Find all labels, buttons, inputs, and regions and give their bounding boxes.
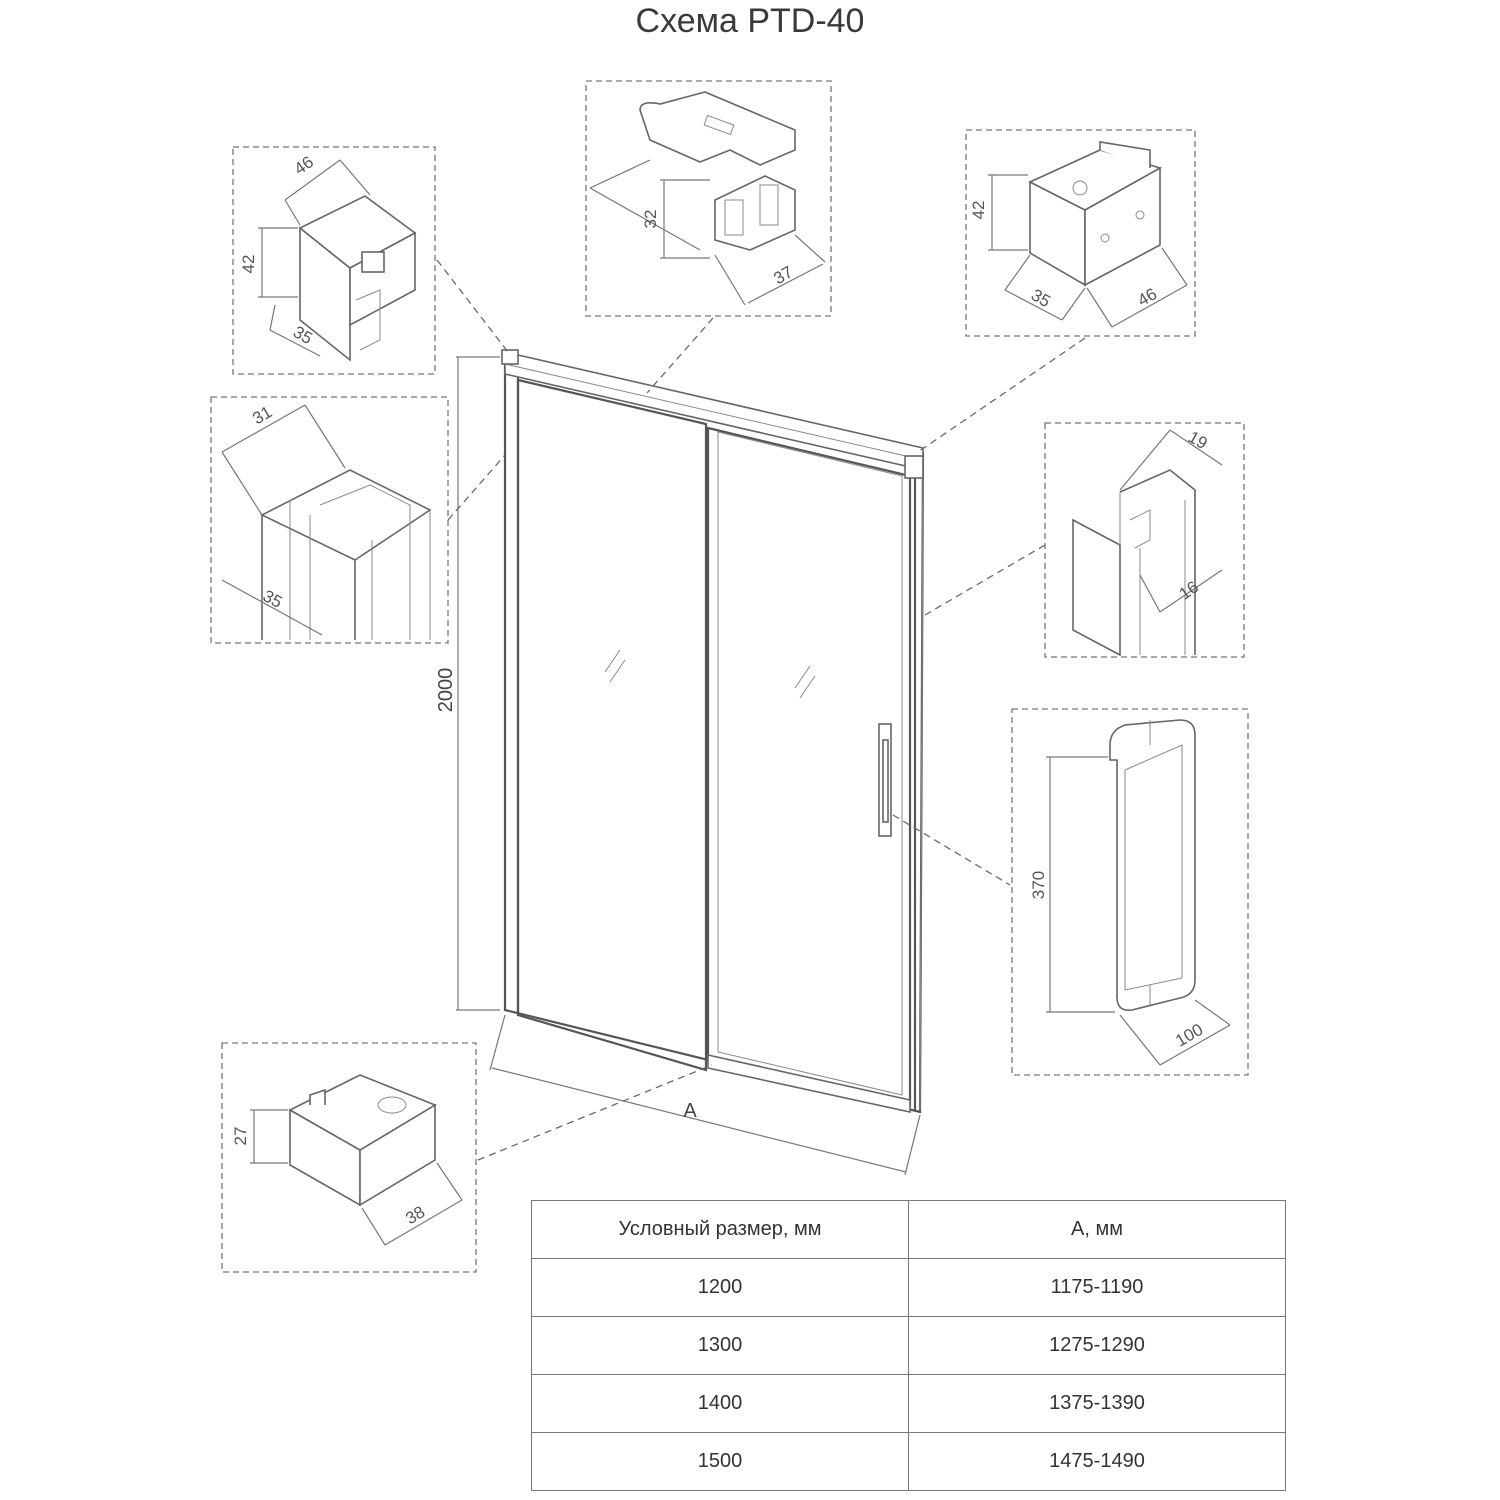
table-cell: 1475-1490 <box>909 1433 1286 1491</box>
detail-top-left-corner <box>233 147 435 374</box>
table-row <box>532 1375 1286 1433</box>
top-rail-dim-b: 37 <box>770 262 797 289</box>
height-label: 2000 <box>435 667 457 713</box>
page-title: Схема PTD-40 <box>635 2 865 40</box>
detail-bottom-bracket <box>222 1043 476 1272</box>
bracket-dim-b: 38 <box>402 1202 429 1229</box>
height-dimension <box>435 357 500 1010</box>
detail-top-right-corner <box>966 130 1195 336</box>
table-cell: 1175-1190 <box>909 1259 1286 1317</box>
top-right-dim-b: 35 <box>1027 285 1054 312</box>
right-profile-dim-b: 16 <box>1175 577 1203 604</box>
top-left-dim-c: 35 <box>289 322 316 349</box>
table-cell: 1300 <box>532 1317 909 1375</box>
table-row <box>532 1259 1286 1317</box>
table-header-size: Условный размер, мм <box>532 1201 909 1259</box>
top-right-dim-a: 42 <box>969 200 988 220</box>
handle-dim-a: 370 <box>1029 870 1048 900</box>
top-right-dim-c: 46 <box>1134 284 1161 311</box>
table-row <box>532 1317 1286 1375</box>
left-profile-dim-a: 31 <box>249 402 276 429</box>
detail-left-wall-profile <box>211 397 448 643</box>
table-header-a: А, мм <box>909 1201 1286 1259</box>
shower-door <box>502 350 923 1112</box>
left-profile-dim-b: 35 <box>259 586 286 612</box>
detail-handle <box>1012 709 1248 1075</box>
table-cell: 1375-1390 <box>909 1375 1286 1433</box>
bracket-dim-a: 27 <box>231 1126 250 1146</box>
top-left-dim-a: 46 <box>290 152 318 179</box>
leader-lines <box>437 260 1085 1160</box>
table-cell: 1500 <box>532 1433 909 1491</box>
size-table <box>531 1200 1286 1491</box>
table-header-row <box>532 1201 1286 1259</box>
width-label: A <box>683 1100 697 1122</box>
top-left-dim-b: 42 <box>239 254 258 274</box>
detail-right-wall-profile <box>1045 423 1244 657</box>
right-profile-dim-a: 19 <box>1184 427 1211 454</box>
top-rail-dim-a: 32 <box>641 209 660 229</box>
handle-dim-b: 100 <box>1172 1019 1207 1051</box>
table-cell: 1275-1290 <box>909 1317 1286 1375</box>
door-handle <box>879 724 891 836</box>
table-cell: 1400 <box>532 1375 909 1433</box>
table-row <box>532 1433 1286 1491</box>
detail-top-rail <box>586 81 831 316</box>
table-cell: 1200 <box>532 1259 909 1317</box>
